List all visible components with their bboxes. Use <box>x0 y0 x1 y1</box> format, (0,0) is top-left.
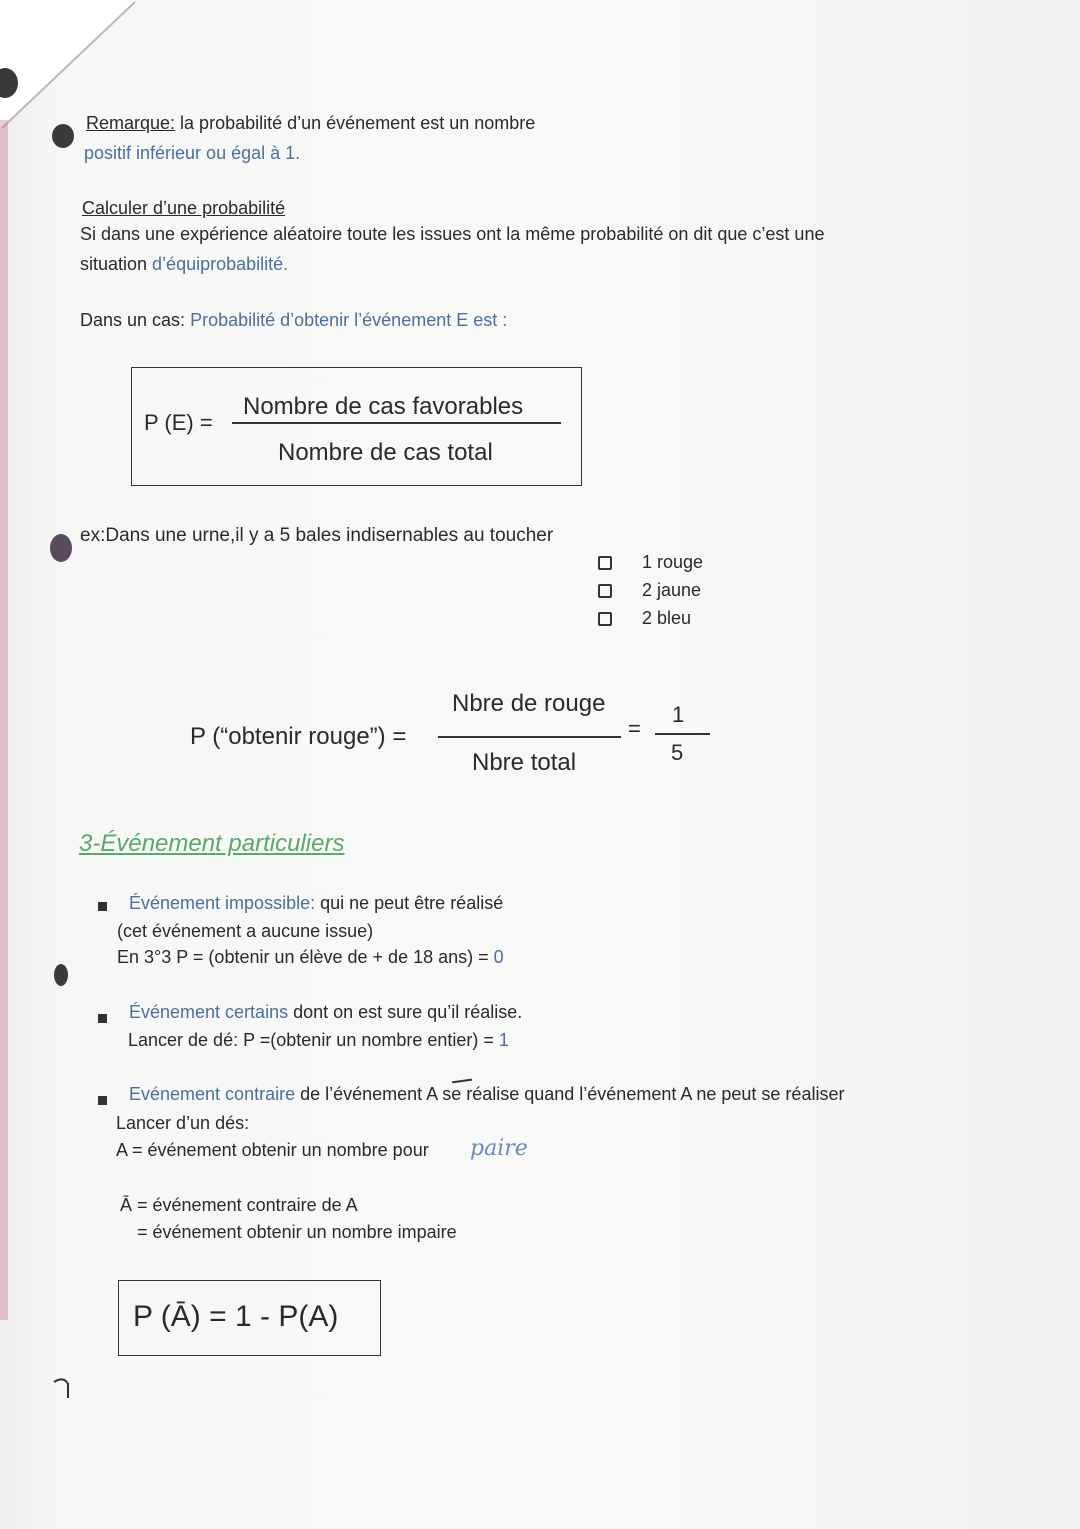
binder-hole-3 <box>50 534 72 562</box>
example-fraction-bar <box>438 736 621 738</box>
contraire-line-4: Ā = événement contraire de A <box>120 1195 358 1215</box>
bullet-certain <box>98 1014 107 1023</box>
example-equals: = <box>628 716 641 741</box>
remarque-line-2: positif inférieur ou égal à 1. <box>84 143 301 163</box>
certain-label: Événement certains <box>129 1002 289 1022</box>
handwritten-correction: paire <box>470 1136 528 1161</box>
cas-line: Dans un cas: Probabilité d’obtenir l’événement E est : <box>80 310 508 330</box>
example-lhs: P (“obtenir rouge”) = <box>190 723 407 750</box>
certain-line-2: Lancer de dé: P =(obtenir un nombre entier) = 1 <box>128 1030 509 1050</box>
complement-formula: P (Ā) = 1 - P(A) <box>133 1300 339 1333</box>
page-edge <box>0 120 8 1320</box>
example-numerator: Nbre de rouge <box>452 690 606 717</box>
result-numerator: 1 <box>672 702 685 727</box>
calcul-line-1: Si dans une expérience aléatoire toute les issues ont la même probabilité on dit que c’est une <box>80 224 825 244</box>
result-fraction-bar <box>655 733 710 735</box>
contraire-label: Evénement contraire <box>129 1084 296 1104</box>
formula-lhs: P (E) = <box>144 410 213 435</box>
remarque-label: Remarque: <box>86 113 176 133</box>
bullet-contraire <box>98 1096 107 1105</box>
impossible-line-3: En 3°3 P = (obtenir un élève de + de 18 ans) = 0 <box>117 947 504 967</box>
item-rouge: 1 rouge <box>642 552 704 572</box>
contraire-line-2: Lancer d’un dés: <box>116 1113 250 1133</box>
section-title: 3-Événement particuliers <box>79 830 345 857</box>
equiprobabilite-term: d’équiprobabilité. <box>152 254 289 274</box>
impossible-label: Événement impossible: <box>129 893 316 913</box>
checkbox-rouge <box>598 556 612 570</box>
contraire-line-5: = événement obtenir un nombre impaire <box>137 1222 457 1242</box>
impossible-line-2: (cet événement a aucune issue) <box>117 921 374 941</box>
formula-fraction-bar <box>232 422 561 424</box>
certain-line-1: Événement certains dont on est sure qu’il réalise. <box>129 1002 523 1022</box>
binder-mark <box>52 1376 72 1400</box>
impossible-line-1: Événement impossible: qui ne peut être réalisé <box>129 893 504 913</box>
calcul-line-2: situation d’équiprobabilité. <box>80 254 289 274</box>
result-denominator: 5 <box>671 740 684 765</box>
item-jaune: 2 jaune <box>642 580 702 600</box>
binder-hole-4 <box>54 964 68 986</box>
remarque-text: la probabilité d’un événement est un nombre <box>175 113 536 133</box>
checkbox-jaune <box>598 584 612 598</box>
remarque-line-1 <box>86 113 535 134</box>
example-text: ex:Dans une urne,il y a 5 bales indisernables au toucher <box>80 525 554 546</box>
contraire-line-1: Evénement contraire de l’événement A se réalise quand l’événement A ne peut se réaliser <box>129 1084 845 1104</box>
example-denominator: Nbre total <box>472 749 577 776</box>
contraire-line-3: A = événement obtenir un nombre pour <box>116 1140 429 1160</box>
binder-hole-2 <box>52 124 74 148</box>
formula-numerator: Nombre de cas favorables <box>243 393 524 420</box>
checkbox-bleu <box>598 612 612 626</box>
bullet-impossible <box>98 902 107 911</box>
item-bleu: 2 bleu <box>642 608 692 628</box>
formula-denominator: Nombre de cas total <box>278 439 493 466</box>
calcul-heading: Calculer d’une probabilité <box>82 198 286 218</box>
